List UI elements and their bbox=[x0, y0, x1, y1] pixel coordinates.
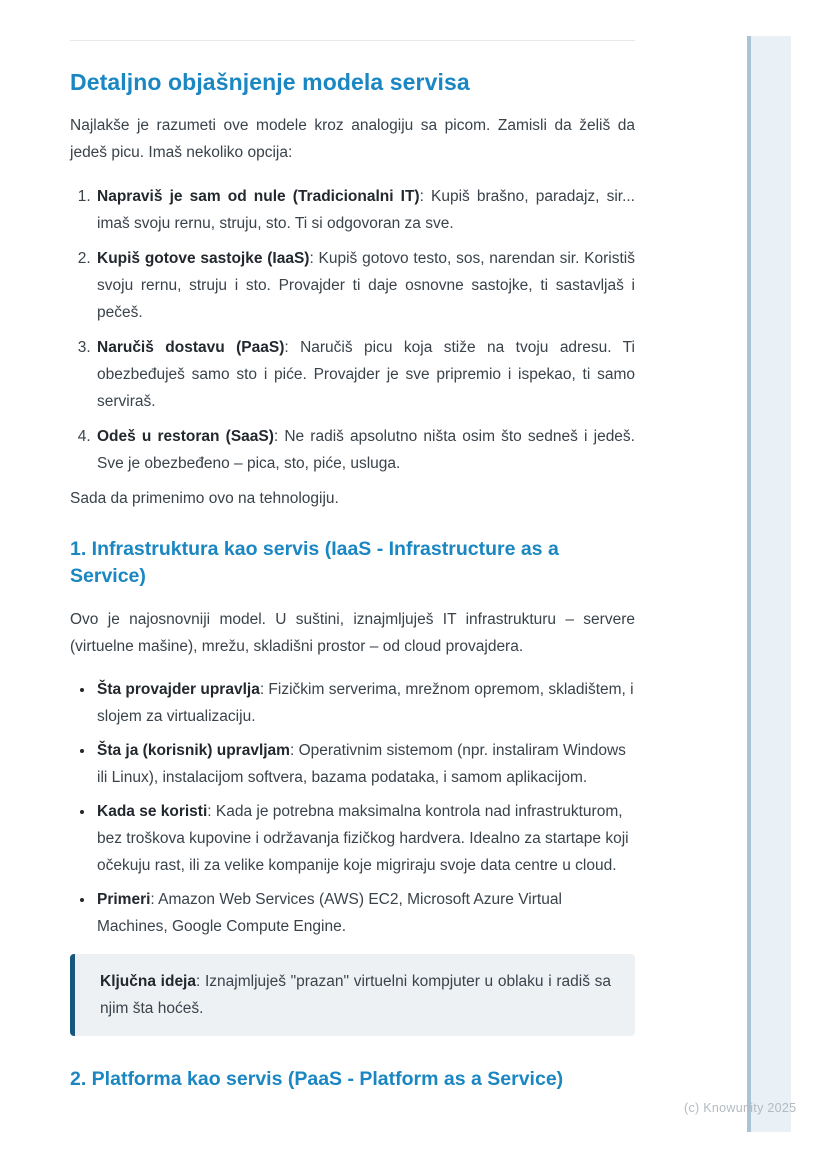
page-title: Detaljno objašnjenje modela servisa bbox=[70, 69, 470, 95]
list-item bbox=[95, 886, 635, 940]
item-lead: Šta ja (korisnik) upravljam bbox=[97, 742, 290, 759]
key-idea-callout bbox=[70, 954, 635, 1036]
callout-text: : Iznajmljuješ "prazan" virtuelni kompjuter u oblaku i radiš sa njim šta hoćeš. bbox=[100, 973, 611, 1017]
section-heading-iaas: 1. Infrastruktura kao servis (IaaS - Infrastructure as a Service) bbox=[70, 538, 559, 587]
list-item bbox=[95, 245, 635, 326]
item-lead: Šta provajder upravlja bbox=[97, 681, 260, 698]
item-lead: Naručiš dostavu (PaaS) bbox=[97, 339, 285, 356]
top-divider bbox=[70, 40, 635, 41]
item-lead: Primeri bbox=[97, 891, 151, 908]
next-page-preview[interactable] bbox=[747, 36, 791, 1132]
list-item bbox=[95, 183, 635, 237]
list-item bbox=[95, 676, 635, 730]
item-lead: Kada se koristi bbox=[97, 803, 208, 820]
callout-lead: Ključna ideja bbox=[100, 973, 196, 990]
iaas-bullet-list bbox=[70, 676, 635, 940]
list-item bbox=[95, 737, 635, 791]
section-heading-paas: 2. Platforma kao servis (PaaS - Platform as a Service) bbox=[70, 1068, 564, 1090]
item-lead: Kupiš gotove sastojke (IaaS) bbox=[97, 250, 310, 267]
copyright-watermark: (c) Knowunity 2025 bbox=[684, 1101, 797, 1115]
item-text: : Fizičkim serverima, mrežnom opremom, skladištem, i slojem za virtualizaciju. bbox=[97, 681, 634, 725]
intro-paragraph: Najlakše je razumeti ove modele kroz analogiju sa picom. Zamisli da želiš da jedeš picu. Imaš nekoliko opcija: bbox=[70, 117, 635, 161]
callout-paragraph bbox=[100, 968, 611, 1022]
item-text: : Naručiš picu koja stiže na tvoju adresu. Ti obezbeđuješ samo sto i piće. Provajder je sve pripremio i ispekao, ti samo serviraš. bbox=[97, 339, 635, 410]
list-item bbox=[95, 423, 635, 477]
item-lead: Odeš u restoran (SaaS) bbox=[97, 428, 274, 445]
pizza-options-list bbox=[70, 183, 635, 477]
document-content bbox=[70, 0, 635, 1093]
item-text: : Ne radiš apsolutno ništa osim što sedneš i jedeš. Sve je obezbeđeno – pica, sto, piće, usluga. bbox=[97, 428, 635, 472]
item-text: : Kupiš gotovo testo, sos, narendan sir. Koristiš svoju rernu, struju i sto. Provajder ti daje osnovne sastojke, ti sastavljaš i pečeš. bbox=[97, 250, 635, 321]
item-text: : Operativnim sistemom (npr. instaliram Windows ili Linux), instalacijom softvera, bazama podataka, i samom aplikacijom. bbox=[97, 742, 626, 786]
item-text: : Kupiš brašno, paradajz, sir... imaš svoju rernu, struju, sto. Ti si odgovoran za sve. bbox=[97, 188, 635, 232]
item-text: : Amazon Web Services (AWS) EC2, Microsoft Azure Virtual Machines, Google Compute Engine. bbox=[97, 891, 562, 935]
iaas-intro-paragraph: Ovo je najosnovniji model. U suštini, iznajmljuješ IT infrastrukturu – servere (virtuelne mašine), mrežu, skladišni prostor – od cloud provajdera. bbox=[70, 611, 635, 655]
item-lead: Napraviš je sam od nule (Tradicionalni IT) bbox=[97, 188, 420, 205]
list-item bbox=[95, 334, 635, 415]
transition-paragraph: Sada da primenimo ovo na tehnologiju. bbox=[70, 490, 339, 507]
item-text: : Kada je potrebna maksimalna kontrola nad infrastrukturom, bez troškova kupovine i održavanja fizičkog hardvera. Idealno za startape koji očekuju rast, ili za velike kompanije koje migriraju svoje data centre u cloud. bbox=[97, 803, 629, 874]
list-item bbox=[95, 798, 635, 879]
